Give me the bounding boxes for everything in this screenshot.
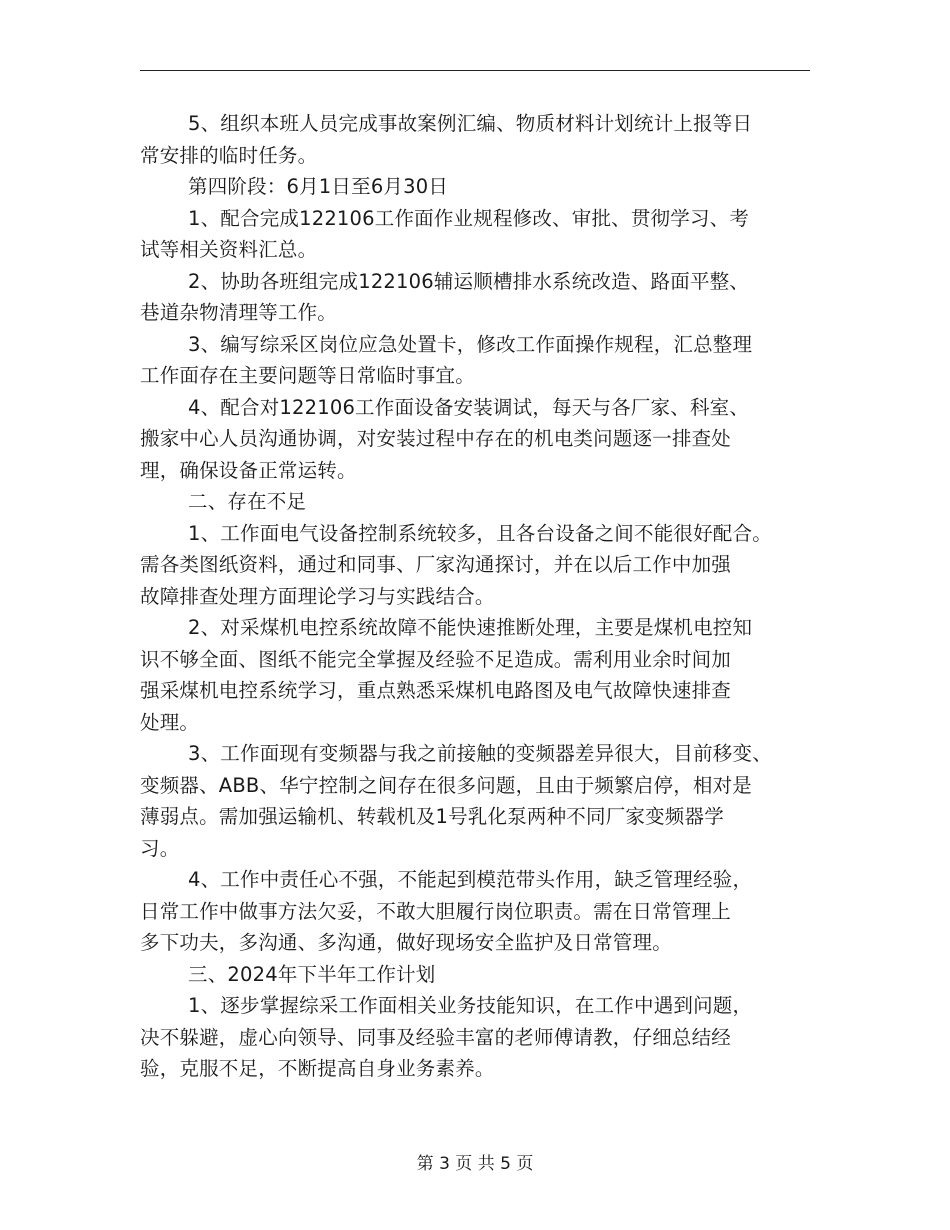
- text-line: 5、组织本班人员完成事故案例汇编、物质材料计划统计上报等日: [188, 112, 753, 135]
- text-line: 多下功夫，多沟通、多沟通，做好现场安全监护及日常管理。: [140, 931, 672, 954]
- text-line: 3、编写综采区岗位应急处置卡，修改工作面操作规程，汇总整理: [188, 332, 753, 356]
- text-line: 习。: [140, 836, 180, 860]
- text-line: 巷道杂物清理等工作。: [140, 301, 338, 324]
- text-line: 日常工作中做事方法欠妥，不敢大胆履行岗位职责。需在日常管理上: [140, 899, 732, 923]
- text-line: 搬家中心人员沟通协调，对安装过程中存在的机电类问题逐一排查处: [140, 427, 732, 450]
- text-line: 4、配合对122106工作面设备安装调试，每天与各厂家、科室、: [188, 395, 750, 419]
- document-body: [140, 108, 820, 1085]
- text-line: 2、协助各班组完成122106辅运顺槽排水系统改造、路面平整、: [188, 269, 750, 293]
- text-line: 1、配合完成122106工作面作业规程修改、审批、贯彻学习、考: [188, 206, 750, 230]
- text-line: 强采煤机电控系统学习，重点熟悉采煤机电路图及电气故障快速排查: [140, 679, 732, 702]
- text-line: 变频器、ABB、华宁控制之间存在很多问题，且由于频繁启停，相对是: [140, 773, 752, 797]
- text-line: 试等相关资料汇总。: [140, 238, 318, 261]
- text-line: 决不躲避，虚心向领导、同事及经验丰富的老师傅请教，仔细总结经: [140, 1025, 732, 1049]
- text-line: 第四阶段：6月1日至6月30日: [188, 175, 449, 198]
- text-line: 二、存在不足: [188, 490, 307, 513]
- page-footer: 第 3 页 共 5 页: [416, 1154, 534, 1174]
- header-rule: [140, 70, 810, 71]
- text-line: 工作面存在主要问题等日常临时事宜。: [140, 364, 475, 387]
- text-line: 2、对采煤机电控系统故障不能快速推断处理，主要是煤机电控知: [188, 616, 753, 639]
- text-line: 薄弱点。需加强运输机、转载机及1号乳化泵两种不同厂家变频器学: [140, 805, 724, 828]
- text-line: 处理。: [140, 710, 200, 734]
- text-line: 故障排查处理方面理论学习与实践结合。: [140, 584, 495, 608]
- text-line: 验，克服不足，不断提高自身业务素养。: [140, 1057, 495, 1080]
- text-line: 1、逐步掌握综采工作面相关业务技能知识，在工作中遇到问题，: [188, 994, 753, 1017]
- text-line: 4、工作中责任心不强，不能起到模范带头作用，缺乏管理经验，: [188, 868, 753, 891]
- text-line: 常安排的临时任务。: [140, 143, 318, 167]
- text-line: 三、2024年下半年工作计划: [188, 962, 436, 986]
- text-line: 需各类图纸资料，通过和同事、厂家沟通探讨，并在以后工作中加强: [140, 553, 732, 576]
- text-line: 1、工作面电气设备控制系统较多，且各台设备之间不能很好配合。: [188, 521, 772, 545]
- text-line: 理，确保设备正常运转。: [140, 458, 357, 482]
- text-line: 识不够全面、图纸不能完全掌握及经验不足造成。需利用业余时间加: [140, 647, 732, 671]
- text-line: 3、工作面现有变频器与我之前接触的变频器差异很大，目前移变、: [188, 742, 772, 765]
